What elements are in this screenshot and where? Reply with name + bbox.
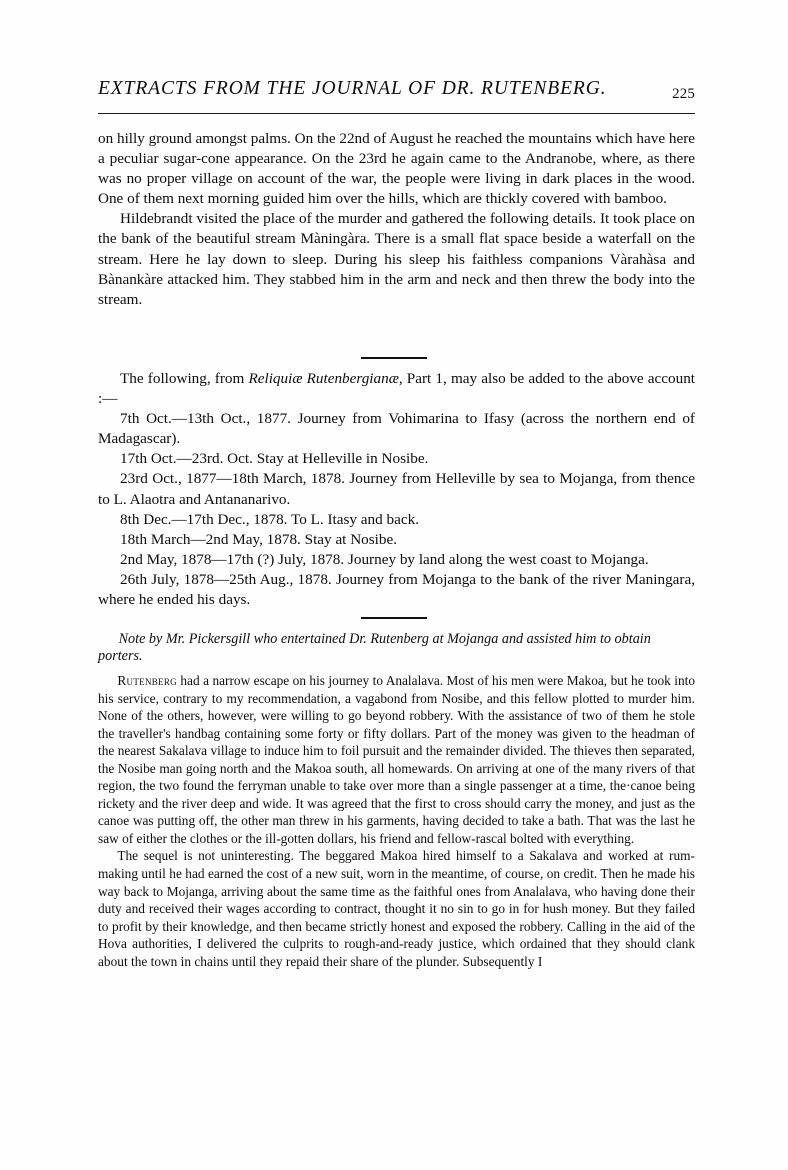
paragraph bbox=[98, 672, 695, 847]
itinerary-block bbox=[98, 369, 695, 610]
intro-lead: The following, from bbox=[120, 370, 249, 387]
intro-tail: , Part 1, may also be added to the above account :— bbox=[98, 370, 696, 408]
itinerary-entry: 26th July, 1878—25th Aug., 1878. Journey from Mojanga to the bank of the river Maningara, where he ended his days. bbox=[98, 570, 695, 609]
note-heading: Note by Mr. Pickersgill who entertained Dr. Rutenberg at Mojanga and assisted him to obtain porters. bbox=[98, 631, 651, 665]
note-heading-block bbox=[98, 631, 695, 666]
itinerary-entry: 2nd May, 1878—17th (?) July, 1878. Journey by land along the west coast to Mojanga. bbox=[120, 550, 649, 568]
smallcaps-lead: Rutenberg bbox=[117, 673, 177, 688]
paragraph-text: had a narrow escape on his journey to Analalava. Most of his men were Makoa, but he took into his service, contrary to my recommendation, a vagabond from Nosibe, and this fellow plotted to murder him. None of the others, however, were willing to go beyond robbery. With the assistance of two of them he stole the traveller's handbag containing some forty or fifty dollars. Part of the money was given to the headman of the nearest Sakalava village to induce him to foil pursuit and the remainder divided. The thieves then separated, the Nosibe man going north and the Makoa south, all homewards. On arriving at one of the many rivers of that region, the two found the ferryman unable to take over more than a single passenger at a time, the·canoe being rickety and the river deep and wide. It was agreed that the first to cross should carry the money, and just as the canoe was putting off, the other man threw in his garments, having decided to take a bath. That was the last he saw of either the clothes or the ill-gotten dollars, his friend and fellow-rascal bolted with everything. bbox=[98, 673, 695, 846]
running-head-title: EXTRACTS FROM THE JOURNAL OF DR. RUTENBERG. bbox=[98, 78, 607, 99]
paragraph: The sequel is not uninteresting. The beggared Makoa hired himself to a Sakalava and worked at rum-making until he had earned the cost of a new suit, worn in the meantime, of course, on credit. Then he made his way back to Mojanga, arriving about the same time as the faithful ones from Analalava, who having done their duty and received their wages according to contract, thought it no sin to go in for hush money. But they failed to profit by their knowledge, and then became strictly honest and exposed the robbery. Calling in the aid of the Hova authorities, I delivered the culprits to rough-and-ready justice, which ordained that they should clank about the town in chains until they repaid their share of the plunder. Subsequently I bbox=[98, 848, 695, 969]
header-rule bbox=[98, 113, 695, 114]
paragraph: on hilly ground amongst palms. On the 22nd of August he reached the mountains which have here a peculiar sugar-cone appearance. On the 23rd he again came to the Andranobe, where, as there was no proper village on account of the war, the people were living in dark places in the wood. One of them next morning guided him over the hills, which are thickly covered with bamboo. bbox=[98, 130, 695, 208]
note-body-block bbox=[98, 672, 695, 970]
section-divider-rule bbox=[361, 617, 427, 619]
work-title: Reliquiæ Rutenbergianæ bbox=[248, 370, 399, 387]
itinerary-entry: 23rd Oct., 1877—18th March, 1878. Journey from Helleville by sea to Mojanga, from thence to L. Alaotra and Antananarivo. bbox=[98, 470, 695, 508]
narrative-block bbox=[98, 129, 695, 310]
section-divider-rule bbox=[361, 357, 427, 359]
itinerary-intro bbox=[98, 369, 695, 409]
running-head bbox=[98, 78, 695, 104]
itinerary-entry: 17th Oct.—23rd. Oct. Stay at Helleville in Nosibe. bbox=[120, 450, 429, 468]
itinerary-entry: 18th March—2nd May, 1878. Stay at Nosibe. bbox=[120, 530, 398, 548]
itinerary-entry: 7th Oct.—13th Oct., 1877. Journey from Vohimarina to Ifasy (across the northern end of Madagascar). bbox=[98, 410, 695, 448]
page-number: 225 bbox=[672, 86, 695, 102]
paragraph: Hildebrandt visited the place of the murder and gathered the following details. It took place on the bank of the beautiful stream Màningàra. There is a small flat space beside a waterfall on the stream. Here he lay down to sleep. During his sleep his faithless companions Vàrahàsa and Bànankàre attacked him. They stabbed him in the arm and neck and then threw the body into the stream. bbox=[98, 210, 695, 308]
itinerary-entry: 8th Dec.—17th Dec., 1878. To L. Itasy and back. bbox=[120, 510, 419, 528]
